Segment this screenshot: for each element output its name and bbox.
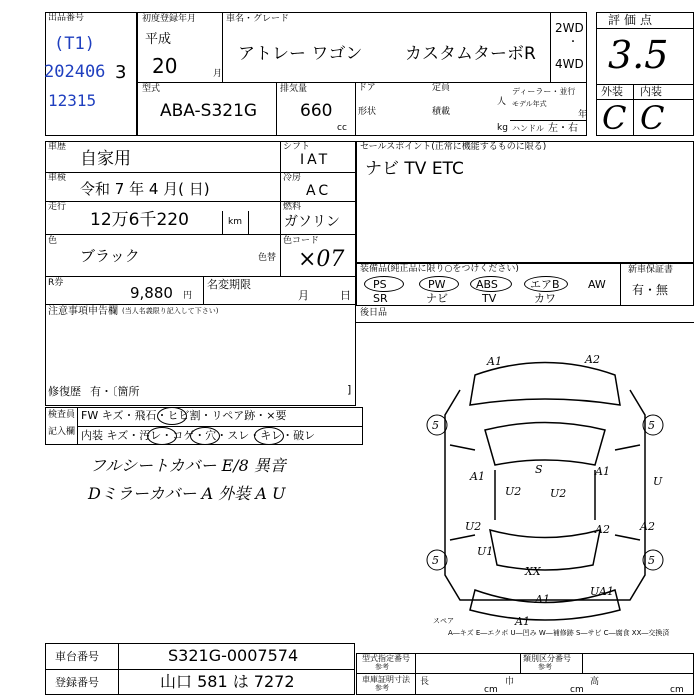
model-year-label: モデル年式 xyxy=(512,100,547,108)
chassis-value: S321G-0007574 xyxy=(168,646,299,665)
sales-label: セールスポイント(正常に機能するものに限る) xyxy=(360,142,547,152)
mark-u2-c: U2 xyxy=(465,520,482,533)
fuel-label: 燃料 xyxy=(283,202,302,212)
reg-month-unit: 月 xyxy=(213,69,223,79)
equip-sr: SR xyxy=(373,292,388,305)
interior-label: 内装 xyxy=(640,85,662,98)
mark-a2-right: A2 xyxy=(595,523,610,536)
mark-ua1: UA1 xyxy=(590,585,614,598)
history-label: 車歴 xyxy=(48,142,67,152)
plate-value: 山口 581 は 7272 xyxy=(160,672,295,691)
dim-height-unit: cm xyxy=(670,685,684,695)
mark-5-fl: 5 xyxy=(432,419,439,432)
displacement-label: 排気量 xyxy=(280,84,308,94)
mark-5-fr: 5 xyxy=(648,419,655,432)
name-grade-label: 車名・グレード xyxy=(226,14,290,24)
burn-circle xyxy=(190,427,220,445)
pw-circle xyxy=(419,276,459,292)
equipment-label: 装備品(純正品に限り○をつけください) xyxy=(360,264,519,274)
load-label: 積載 xyxy=(432,107,451,117)
sales-value: ナビ TV ETC xyxy=(365,159,464,179)
ac-value: AC xyxy=(306,183,332,199)
lot-line2: 202406 xyxy=(44,62,106,82)
repair-label: 修復歴 xyxy=(48,385,81,398)
model-type: ABA-S321G xyxy=(160,101,258,121)
vehicle-name: アトレー ワゴン xyxy=(238,44,363,64)
drive-4wd: 4WD xyxy=(555,57,584,71)
damage-legend: A―キズ E―エクボ U―凹み W―補修跡 S―サビ C―腐食 XX―交換済 xyxy=(448,629,670,637)
shift-label: シフト xyxy=(283,142,311,152)
scuff-circle xyxy=(254,427,284,445)
inspector-int: 内装 キズ・汚レ・コゲ・穴・スレ・キレ・破レ xyxy=(81,429,316,442)
color-label: 色 xyxy=(48,236,58,246)
recycle-label: R券 xyxy=(48,278,64,288)
mileage-value: 12万6千220 xyxy=(90,210,189,230)
exterior-grade: C xyxy=(602,99,627,137)
mark-a2-far: A2 xyxy=(640,520,655,533)
repair-close: ] xyxy=(347,383,352,396)
color-value: ブラック xyxy=(80,247,140,265)
color-code-label: 色コード xyxy=(283,236,320,246)
equip-pw: PW xyxy=(428,278,446,291)
recycle-amount: 9,880 xyxy=(130,284,173,302)
plate-dims-label: 車庫証明寸法 xyxy=(362,675,410,684)
mileage-label: 走行 xyxy=(48,202,67,212)
handwritten-line1: フルシートカバー E/8 異音 xyxy=(90,456,286,475)
repair-value: 有・〔箇所 xyxy=(90,385,140,398)
equip-navi: ナビ xyxy=(426,292,448,305)
airbag-circle xyxy=(524,276,568,292)
mark-a1-right: A1 xyxy=(595,465,610,478)
spare-label: スペア xyxy=(433,617,454,625)
mark-a1-bottom: A1 xyxy=(515,615,530,625)
category-label: 類別区分番号 xyxy=(523,654,571,663)
drive-2wd: 2WD xyxy=(555,21,584,35)
displacement: 660 xyxy=(300,101,333,121)
mark-xx: XX xyxy=(525,565,541,578)
capacity-label: 定員 xyxy=(432,83,451,93)
mark-a1-left: A1 xyxy=(470,470,485,483)
shape-label: 形状 xyxy=(358,107,377,117)
mark-5-rr: 5 xyxy=(648,554,655,567)
interior-grade: C xyxy=(640,99,665,137)
plate-dims-ref: 参考 xyxy=(375,684,389,692)
exterior-label: 外装 xyxy=(601,85,623,98)
mark-a2-front: A2 xyxy=(585,353,600,366)
mark-u2-b: U2 xyxy=(550,487,567,500)
car-diagram xyxy=(415,345,675,625)
reg-year: 20 xyxy=(152,54,178,78)
name-change-day: 日 xyxy=(340,289,351,302)
equip-ps: PS xyxy=(373,278,387,291)
lot-line3: 12315 xyxy=(48,91,97,110)
dim-height: 高 xyxy=(590,677,600,687)
equip-tv: TV xyxy=(482,292,497,305)
grade-score: 3.5 xyxy=(608,33,669,77)
cert-note: (当人名義限り記入して下さい) xyxy=(122,307,219,315)
door-label: ドア xyxy=(358,83,376,93)
inspector-ext: FW キズ・飛石・ヒビ割・リペア跡・×要 xyxy=(81,409,287,422)
recycle-unit: 円 xyxy=(183,291,193,301)
mark-u2-a: U2 xyxy=(505,485,522,498)
model-year-unit: 年 xyxy=(578,110,588,120)
mark-u: U xyxy=(653,475,663,488)
abs-circle xyxy=(470,276,512,292)
model-designation-label: 型式指定番号 xyxy=(362,654,410,663)
first-reg-label: 初度登録年月 xyxy=(142,14,197,24)
color-change-label: 色替 xyxy=(258,253,277,263)
plate-label: 登録番号 xyxy=(55,676,99,689)
equip-aw: AW xyxy=(588,278,606,291)
lot-line1: (T1) xyxy=(54,34,95,54)
shift-value: IAT xyxy=(300,152,331,168)
handle-value: 左・右 xyxy=(548,123,578,134)
drive-dot: ・ xyxy=(568,37,578,48)
fuel-value: ガソリン xyxy=(284,214,340,230)
grade-label: 評価点 xyxy=(608,13,657,27)
ps-circle xyxy=(364,276,404,292)
stain-circle xyxy=(147,427,177,445)
mileage-unit: km xyxy=(228,217,242,227)
model-type-label: 型式 xyxy=(142,84,161,94)
mark-s: S xyxy=(535,463,543,476)
mark-a1-rear: A1 xyxy=(535,593,550,606)
equip-abs: ABS xyxy=(476,278,498,291)
ac-label: 冷房 xyxy=(283,173,302,183)
name-change-month: 月 xyxy=(298,289,309,302)
reg-era: 平成 xyxy=(145,32,172,47)
mark-5-rl: 5 xyxy=(432,554,439,567)
mark-a1-front: A1 xyxy=(487,355,502,368)
mark-u1: U1 xyxy=(477,545,494,558)
stone-chip-circle xyxy=(157,407,187,425)
dim-length: 長 xyxy=(420,677,430,687)
load-unit: kg xyxy=(497,123,508,133)
lot-suffix: 3 xyxy=(115,62,127,83)
inspector-label1: 検査員 xyxy=(48,410,76,420)
warranty-value: 有・無 xyxy=(632,283,669,297)
color-code-value: ×07 xyxy=(298,247,345,272)
chassis-label: 車台番号 xyxy=(55,650,99,663)
dim-width-unit: cm xyxy=(570,685,584,695)
lot-label: 出品番号 xyxy=(48,13,85,23)
after-label: 後日品 xyxy=(360,308,388,318)
dim-width: 巾 xyxy=(505,677,515,687)
dealer-label: ディーラー・並行 xyxy=(512,87,576,96)
cert-label: 注意事項申告欄 xyxy=(48,306,118,317)
inspector-label2: 記入欄 xyxy=(48,427,76,437)
equip-airbag: エアB xyxy=(530,278,560,291)
displacement-unit: cc xyxy=(337,123,347,133)
handwritten-line2: Dミラーカバー A 外装 A U xyxy=(88,484,286,503)
history-value: 自家用 xyxy=(80,149,131,169)
dim-length-unit: cm xyxy=(484,685,498,695)
warranty-label: 新車保証書 xyxy=(628,265,674,275)
model-designation-ref: 参考 xyxy=(375,663,389,671)
inspection-label: 車検 xyxy=(48,173,67,183)
handle-label: ハンドル xyxy=(512,124,544,133)
equip-leather: カワ xyxy=(534,292,556,305)
category-ref: 参考 xyxy=(538,663,552,671)
capacity-unit: 人 xyxy=(497,97,507,107)
vehicle-grade: カスタムターボR xyxy=(405,44,536,64)
name-change-label: 名変期限 xyxy=(207,278,251,291)
inspection-value: 令和 7 年 4 月( 日) xyxy=(80,180,210,198)
